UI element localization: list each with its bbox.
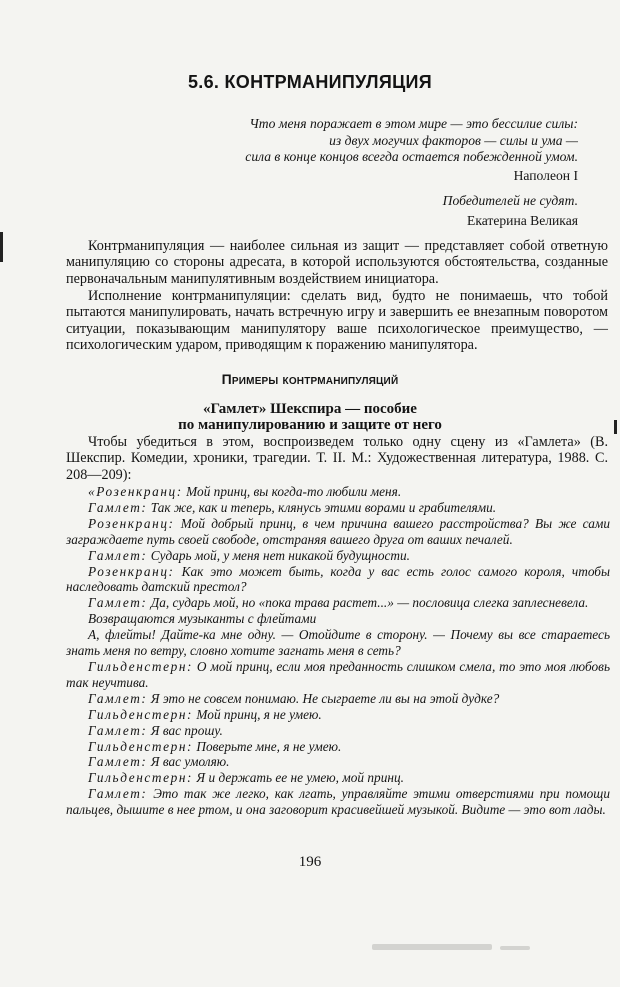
speech-text: Да, сударь мой, но «пока трава растет...» — пословица слегка заплесневела. [147,595,589,611]
speaker-name: Гамлет: [88,690,148,706]
epigraph-catherine [443,193,578,210]
speaker-name: Гамлет: [88,786,148,802]
dialogue-line [66,516,610,548]
dialogue-line [66,707,610,723]
speech-text: Мой принц, вы когда-то любили меня. [182,484,402,499]
stage-direction [66,611,610,627]
epigraph-line: из двух могучих факторов — силы и ума — [329,132,578,148]
speaker-name: Гамлет: [88,499,148,515]
speaker-name: Гильденстерн: [88,770,194,786]
dialogue-line [66,659,610,691]
paragraph-intro: Чтобы убедиться в этом, воспроизведем только одну сцену из «Гамлета» (В. Шекспир. Комедии, хроники, трагедии. Т. II. М.: Художественная литература, 1988. С. 208—209): [66,434,608,483]
epigraph-napoleon [245,116,578,166]
speaker-name: Гильденстерн: [88,738,194,754]
dialogue-line [66,564,610,596]
epigraph-author: Наполеон I [513,168,578,183]
epigraph-line: Победителей не судят. [442,193,578,208]
speech-text: Я вас умоляю. [147,754,230,770]
subsection-heading-line: «Гамлет» Шекспира — пособие [203,401,417,417]
epigraph-line: Что меня поражает в этом мире — это бессилие силы: [249,116,578,131]
speech-text: Поверьте мне, я не умею. [193,738,342,754]
speaker-name: Гильденстерн: [88,658,194,674]
speech-text: Возвращаются музыканты с флейтами [88,611,317,627]
speech-text: Сударь мой, у меня нет никакой будущности. [147,547,411,563]
paragraph-execution: Исполнение контрманипуляции: сделать вид, будто не понимаешь, что тобой пытаются манипулировать, начать встречную игру и завершить ее внезапным поворотом ситуации, показывающим манипулятору ваше психологическое преимущество, — психологическим ударом, приводящим к поражению манипулятора. [66,288,608,354]
speech-text: Я это не совсем понимаю. Не сыграете ли вы на этой дудке? [147,690,500,706]
speech-text: Я и держать ее не умею, мой принц. [193,770,404,786]
dialogue-line [66,691,610,707]
dialogue-line [66,723,610,739]
dialogue-line [66,484,610,500]
epigraph-line: сила в конце концов всегда остается побежденной умом. [245,149,578,164]
dialogue-line [66,627,610,659]
section-heading: Примеры контрманипуляций [221,371,399,387]
dialogue-block [66,484,610,818]
subsection-heading [0,401,620,433]
scan-edge-mark [0,232,3,262]
speaker-name: Гамлет: [88,547,148,563]
speaker-name: «Розенкранц: [88,484,183,499]
scan-smudge [372,944,492,950]
page-number: 196 [298,854,322,870]
subsection-heading-line: по манипулированию и защите от него [178,417,442,433]
speech-text: Как это может быть, когда у вас есть голос самого короля, чтобы наследовать датский престол? [66,563,610,595]
dialogue-line [66,770,610,786]
speaker-name: Гамлет: [88,722,148,738]
speech-text: Так же, как и теперь, клянусь этими ворами и грабителями. [147,499,497,515]
epigraph-author: Екатерина Великая [467,213,578,228]
dialogue-line [66,786,610,818]
paragraph-definition: Контрманипуляция — наиболее сильная из защит — представляет собой ответную манипуляцию со стороны адресата, в которой используются обстоятельства, созданные первоначальным манипулятивным воздействием инициатора. [66,238,608,287]
scan-smudge [500,946,530,950]
dialogue-line [66,595,610,611]
speech-text: Я вас прошу. [147,722,223,738]
speech-text: А, флейты! Дайте-ка мне одну. — Отойдите в сторону. — Почему вы все стараетесь знать меня по ветру, словно хотите загнать меня в сеть? [66,627,610,659]
speech-text: О мой принц, если моя преданность слишком смела, то это моя любовь так неучтива. [66,658,610,690]
dialogue-line [66,500,610,516]
speaker-name: Розенкранц: [88,515,175,531]
dialogue-line [66,739,610,755]
dialogue-line [66,548,610,564]
speaker-name: Гамлет: [88,595,148,611]
speaker-name: Розенкранц: [88,563,175,579]
chapter-title: 5.6. КОНТРМАНИПУЛЯЦИЯ [187,72,433,92]
dialogue-line [66,754,610,770]
speech-text: Это так же легко, как лгать, управляйте этими отверстиями при помощи пальцев, дышите в нее ртом, и она заговорит красивейшей музыкой. Видите — это вот лады. [66,786,610,818]
speaker-name: Гильденстерн: [88,706,194,722]
speaker-name: Гамлет: [88,754,148,770]
speech-text: Мой принц, я не умею. [193,706,322,722]
speech-text: Мой добрый принц, в чем причина вашего расстройства? Вы же сами заграждаете путь своей свободе, отстраняя вашего друга от ваших печалей. [66,515,610,547]
